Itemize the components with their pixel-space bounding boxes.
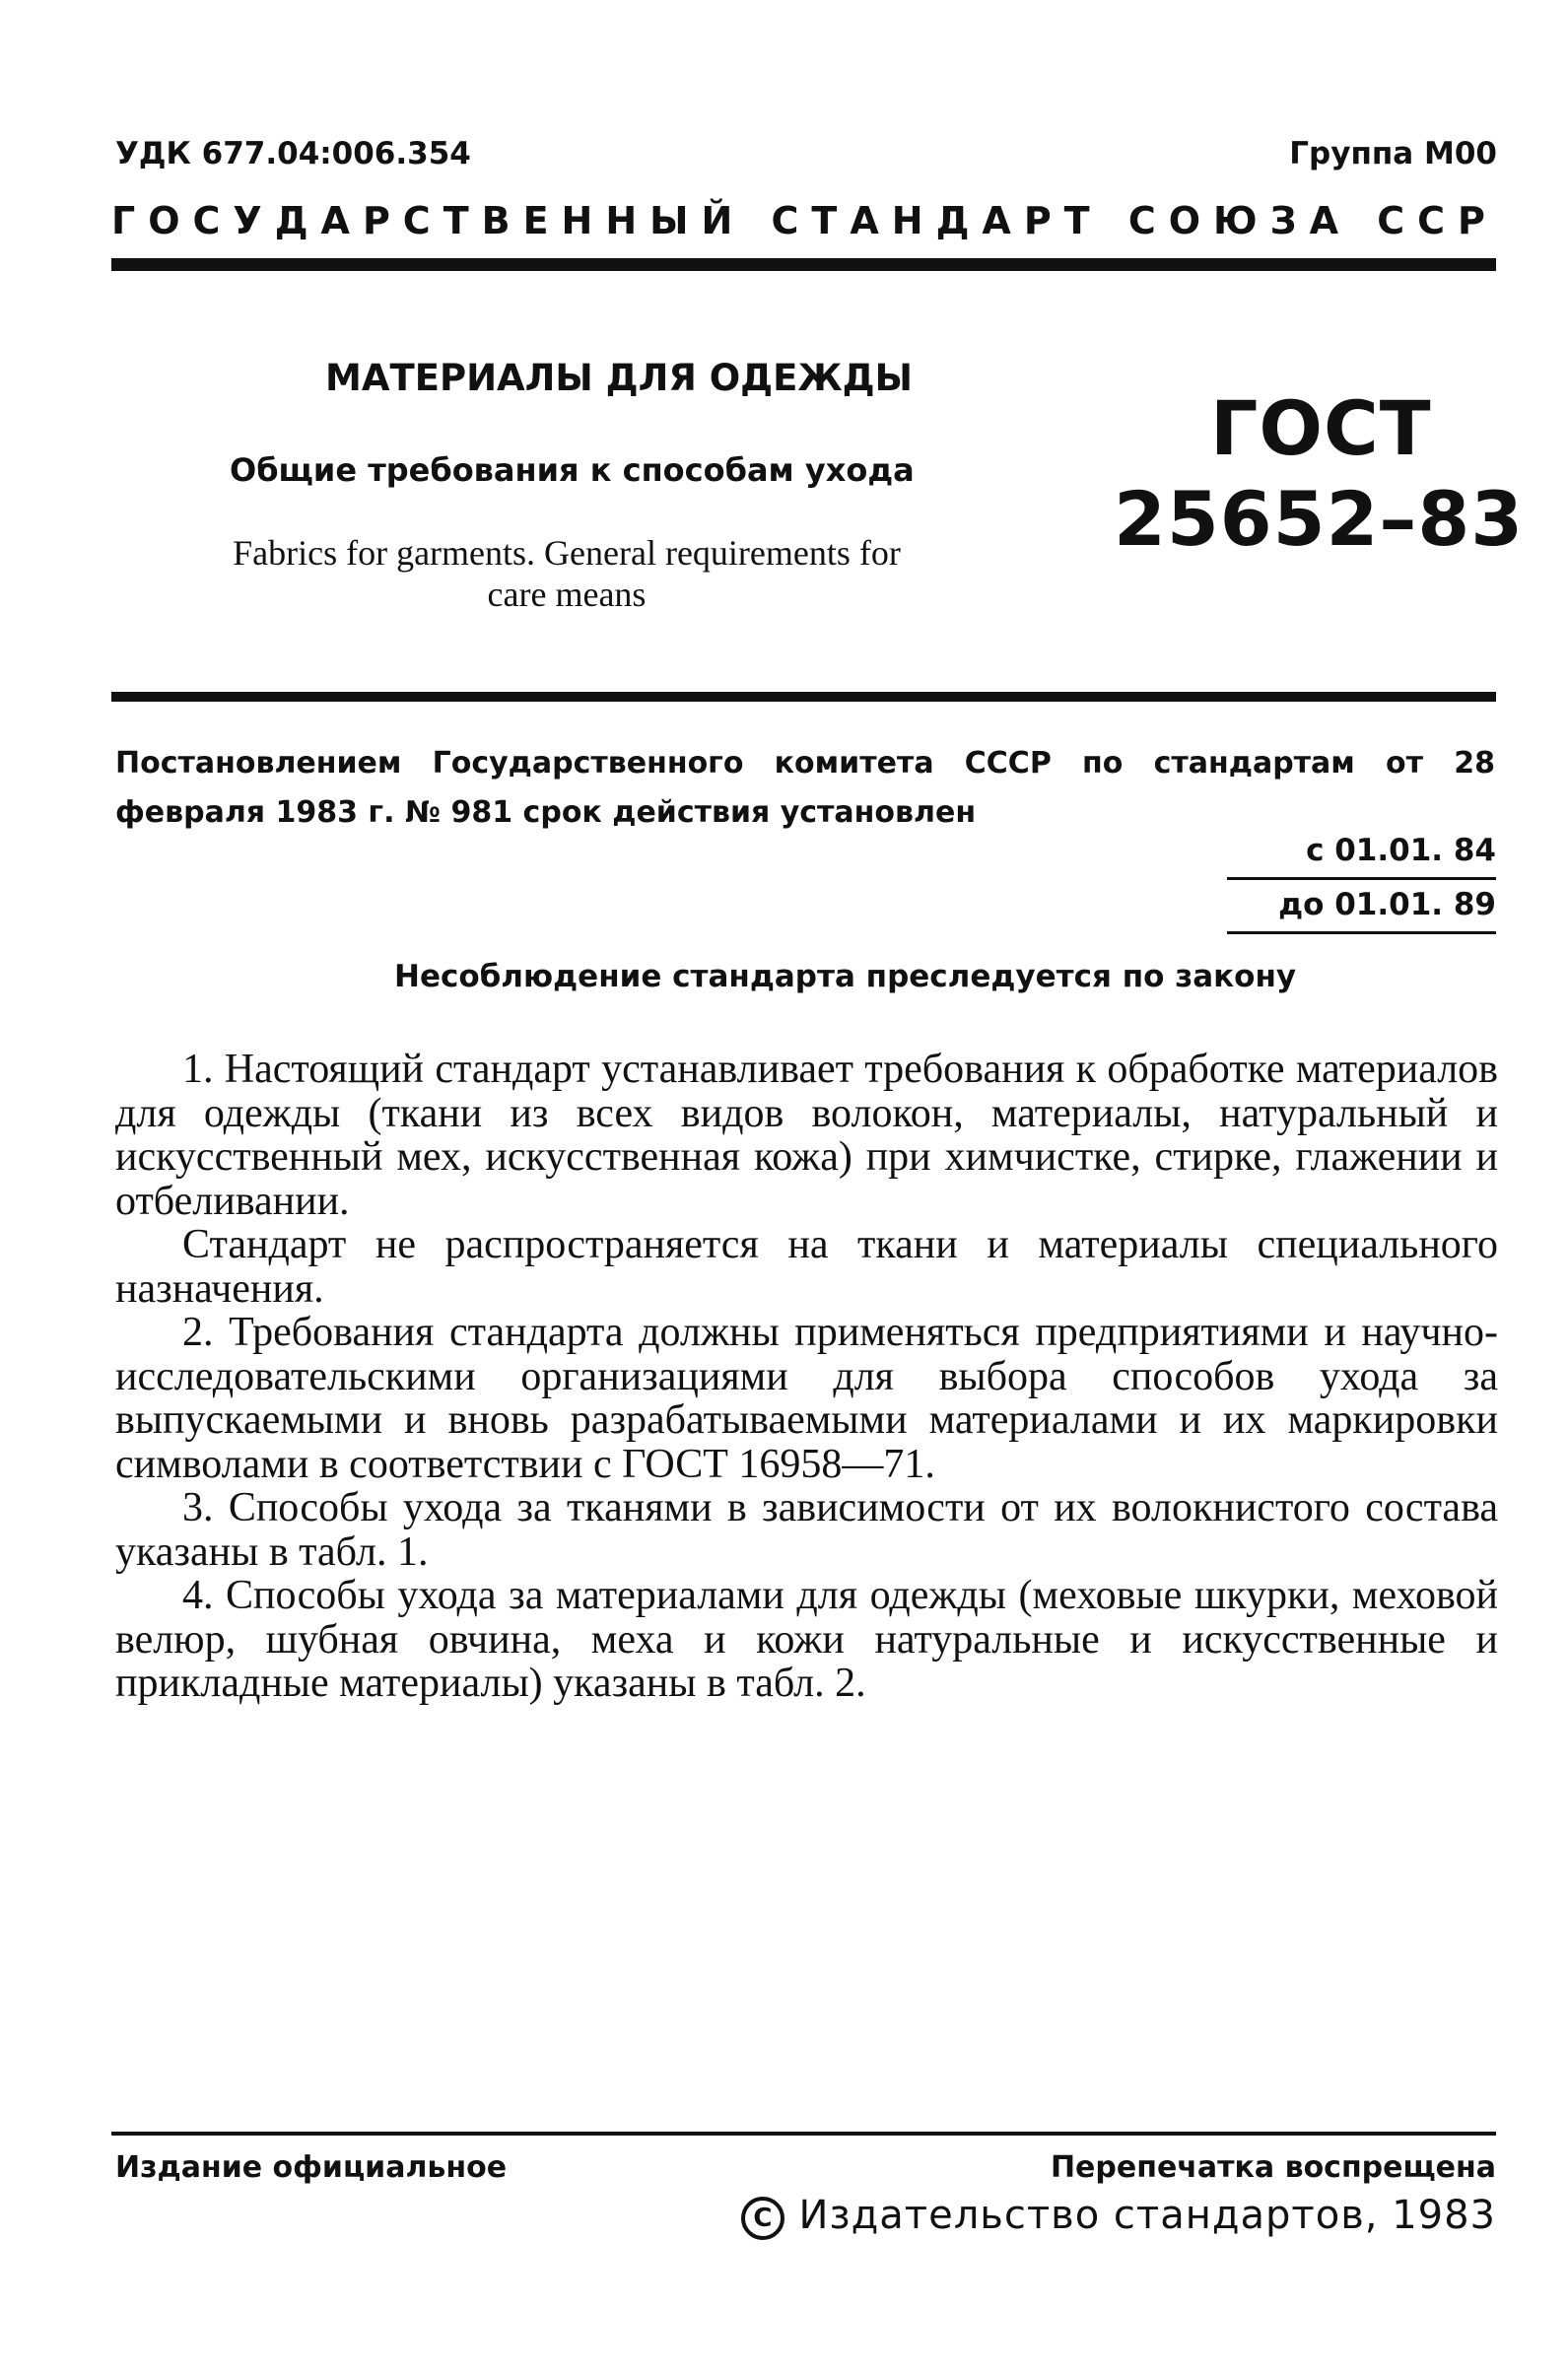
validity-rule-bottom	[1227, 931, 1496, 934]
decree-text: Постановлением Государственного комитета СССР по стандартам от 28 февраля 1983 г. № 981 срок действия установлен	[115, 746, 1495, 830]
udk-code: УДК 677.04:006.354	[115, 136, 471, 171]
footer-rule	[111, 2132, 1496, 2136]
paragraph-4: 4. Способы ухода за материалами для одежды (меховые шкурки, меховой велюр, шубная овчина, меха и кожи натуральные и искусственные и прикладные материалы) указаны в табл. 2.	[115, 1573, 1498, 1706]
header-rule	[111, 258, 1496, 271]
paragraph-1-note: Стандарт не распространяется на ткани и материалы специального назначения.	[115, 1222, 1498, 1312]
standard-banner: ГОСУДАРСТВЕННЫЙ СТАНДАРТ СОЮЗА ССР	[111, 199, 1498, 242]
copyright-icon: C	[741, 2197, 784, 2240]
paragraph-2: 2. Требования стандарта должны применяться предприятиями и научно-исследовательскими организациями для выбора способов ухода за выпускаемыми и вновь разрабатываемыми материалами и их маркировки символами в соответствии с ГОСТ 16958—71.	[115, 1310, 1498, 1487]
publisher-text: Издательство стандартов, 1983	[798, 2193, 1496, 2238]
validity-rule	[1227, 877, 1496, 880]
violation-notice: Несоблюдение стандарта преследуется по закону	[394, 959, 1297, 994]
gost-label: ГОСТ	[1210, 384, 1432, 472]
english-title: Fabrics for garments. General requirements for care means	[233, 533, 901, 614]
paragraph-1: 1. Настоящий стандарт устанавливает требования к обработке материалов для одежды (ткани из всех видов волокон, материалы, натуральный и искусственный мех, искусственная кожа) при химчистке, стирке, глажении и отбеливании.	[115, 1047, 1498, 1224]
paragraph-3: 3. Способы ухода за тканями в зависимости от их волокнистого состава указаны в табл. 1.	[115, 1485, 1498, 1575]
title-rule	[111, 692, 1496, 702]
official-edition: Издание официальное	[115, 2150, 508, 2185]
document-title: МАТЕРИАЛЫ ДЛЯ ОДЕЖДЫ	[325, 357, 913, 399]
reprint-notice: Перепечатка воспрещена	[1050, 2150, 1496, 2185]
body-text	[115, 1048, 1498, 1706]
group-code: Группа М00	[1289, 136, 1497, 171]
document-subtitle: Общие требования к способам ухода	[230, 451, 915, 489]
publisher-line	[741, 2193, 1496, 2240]
gost-number: 25652–83	[1114, 475, 1525, 563]
valid-to: до 01.01. 89	[1278, 887, 1496, 922]
valid-from: с 01.01. 84	[1306, 833, 1496, 868]
